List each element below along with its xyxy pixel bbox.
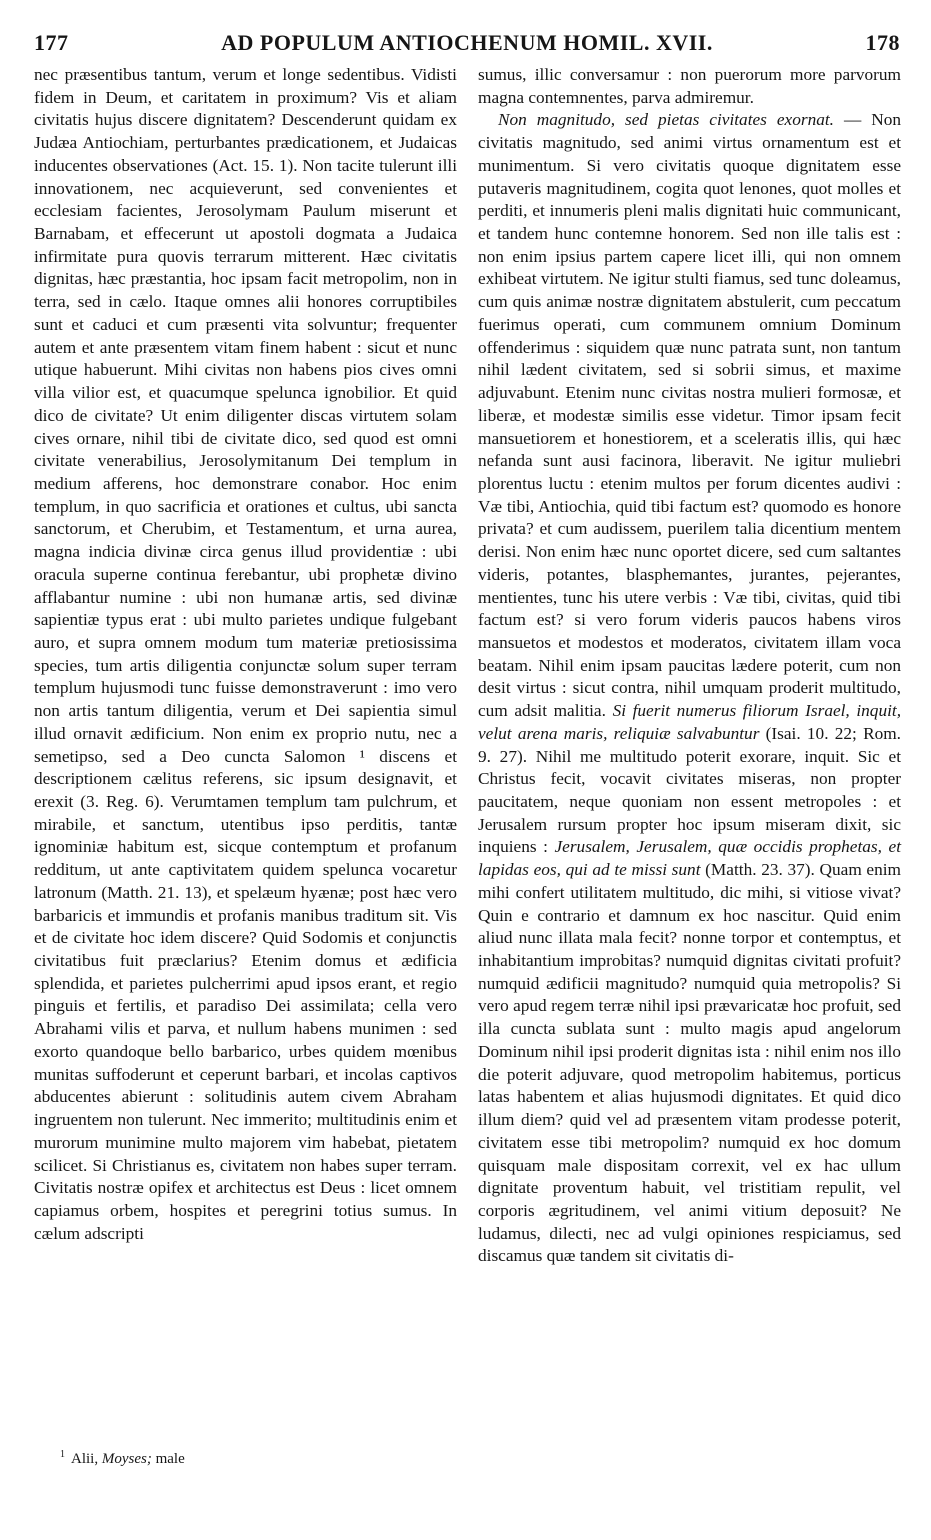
footnote-text-before: Alii, — [71, 1451, 102, 1467]
right-paragraph-1: sumus, illic conversamur : non puerorum more parvorum magna contemnentes, parva admiremur. — [478, 65, 901, 107]
page-header — [34, 30, 900, 58]
section-heading: Non magnitudo, sed pietas civitates exornat. — [498, 110, 834, 130]
running-title: AD POPULUM ANTIOCHENUM HOMIL. XVII. — [221, 30, 713, 55]
footnote-mark: 1 — [60, 1449, 65, 1460]
footnote — [60, 1446, 185, 1468]
right-paragraph-2-text: — Non civitatis magnitudo, sed animi virtus ornamentum est et munimentum. Si vero civitatis quoque dignitatem esse putaveris magnitudinem, cogita quot lenones, quot molles et perditi, et innumeris pleni malis dignitati huic communicant, et tandem hunc contemne honorem. Sed non ille talis est : non enim ipsius partem capere licet illi, qui non omnem exhibeat virtutem. Ne igitur stulti fiamus, sed tunc doleamus, cum quis animæ nostræ dignitatem abstulerit, cum peccatum fuerimus operati, cum communem omnium Dominum offenderimus : siquidem quæ nunc patrata sunt, non tantum nihil lædent civitatem, sed si sobrii simus, et maxime adjuvabunt. Etenim nunc civitas nostra mulieri formosæ, et liberæ, et modestæ similis esse videtur. Timor ipsam fecit mansuetiorem et honestiorem, et a sceleratis illis, qui hæc nefanda sunt ausi facinora, liberavit. Ne igitur muliebri plorentus luctu : etenim multos per forum dicentes audivi : Væ tibi, Antiochia, quid tibi factum est? quomodo es honore privata? et cum audissem, puerilem talia dicentium mentem derisi. Non enim hæc nunc oportet dicere, sed cum saltantes videris, potantes, blasphemantes, jurantes, pejerantes, mentientes, tunc his utere verbis : Væ tibi, civitas, quid tibi factum est? si vero forum videris paucos habens viros mansuetos et modestos et moderatos, civitatem illam voca beatam. Nihil enim ipsam paucitas lædere poterit, cum non desit virtus : sicut contra, nihil umquam proderit multitudo, cum adsit malitia. — [478, 110, 901, 721]
quote-matthew: Jerusalem, Jerusalem, quæ occidis prophetas, et lapidas eos, qui ad te missi sunt — [478, 837, 901, 880]
right-paragraph-3: (Matth. 23. 37). Quam enim mihi confert utilitatem multitudo, dic mihi, si vitiose vivat? Quin e contrario et damnum ex hoc nascitur. Quid enim aliud nunc illata mala fecit? nonne torpor et contemptus, et inhabitantium improbitas? numquid dignitas civitati profuit? numquid ædificii magnitudo? numquid quia metropolis? Si vero apud regem terræ nihil ipsi prævaricatæ hoc profuit, sed illa cuncta sublata sunt : multo magis apud angelorum Dominum nihil ipsi proderit dignitas ista : nihil enim nos illo die poterit adjuvare, quod metropolim habitemus, porticus latas habentem et alias hujusmodi dignitates. Et quid dico illum diem? quid vel ad præsentem vitam prodesse poterit, civitatem esse tibi metropolim? numquid ex hoc domum quisquam male dispositam correxit, vel ex hac ullum dignitate proventum habuit, vel tristitiam repulit, vel corporis ægritudinem, vel animi vitium deposuit? Ne ludamus, dilecti, nec ad vulgi opiniones respiciamus, sed discamus quæ tandem sit civitatis di- — [478, 860, 901, 1266]
left-column — [34, 64, 457, 1245]
footnote-italic: Moyses; — [101, 1451, 152, 1467]
quote-isaiah: Si fuerit numerus filiorum Israel, inquit, velut arena maris, reliquiæ salvabuntur — [478, 701, 902, 743]
left-paragraph: nec præsentibus tantum, verum et longe sedentibus. Vidisti fidem in Deum, et caritatem in proximum? Vis et aliam civitatis hujus discere dignitatem? Descenderunt quidam ex Judæa Antiochiam, perturbantes prædicationem, et Judaicas inducentes observationes (Act. 15. 1). Non tacite tulerunt illi innovationem, nec acquieverunt, sed convenientes et ecclesiam facientes, Jerosolymam Paulum miserunt et Barnabam, et effecerunt ut apostoli dogmata a Judaica infirmitate pura quovis terrarum mitterent. Hæc civitatis dignitas, hæc præstantia, hoc ipsam facit metropolim, non in terra, sed in cælo. Itaque omnes alii honores corruptibiles sunt et caduci et cum præsenti vita solvuntur; frequenter autem et ante præsentem vitam finem habent : sicut et nunc utique habuerunt. Mihi civitas non habens pios cives omni villa vilior est, et quacumque spelunca ignobilior. Et quid dico de civitate? Ut enim diligenter discas virtutem solam cives ornare, nihil tibi de civitate dico, sed quod est omni civitate venerabilius, Jerosolymitanum Dei templum in medium afferens, hoc demonstrare conabor. Hoc enim templum, in quo sacrificia et orationes et cultus, ubi sancta sanctorum, et Cherubim, et Testamentum, et urna aurea, magna indicia divinæ circa genus illud providentiæ : ubi oracula superne continua ferebantur, ubi prophetæ divino afflabantur numine : ubi non humanæ artis, sed divinæ sapientiæ typus erat : ubi multo parietes undique fulgebant auro, et supra omnem modum tum materiæ pretiosissima species, tum artis diligentia conjunctæ solum super terram templum hujusmodi tunc fuisse demonstraverunt : imo vero non artis tantum diligentia, verum et Dei sapientia simul illud ornavit ædificium. Non enim ex proprio nutu, nec a semetipso, sed a Deo cuncta Salomon ¹ discens et descriptionem cælitus referens, sic ipsum designavit, et erexit (3. Reg. 6). Verumtamen templum tam pulchrum, et mirabile, et sanctum, utentibus ipso perditis, tantæ ignominiæ habitum est, sicque contemptum et profanum redditum, ut ante captivitatem quidem spelunca vocaretur latronum (Matth. 21. 13), et spelæum hyænæ; post hæc vero barbaricis et immundis et profanis manibus traditum sit. Vis et de civitate hoc idem discere? Quid Sodomis et conjunctis civitatibus fuit præclarius? Etenim domus et ædificia splendida, et parietes pulcherrimi apud ipsos erant, et regio pinguis et fertilis, et paradiso Dei assimilata; cella vero Abrahami vilis et parva, et nullum habens munimen : sed exorto quandoque bello barbarico, urbes quidem mœnibus munitas suffoderunt et ceperunt barbari, et incolas captivos abducentes abierunt : solitudinis autem civem Abraham ingruentem non tulerunt. Nec immerito; multitudinis enim et murorum munimine multo majorem vim habebat, pietatem scilicet. Si Christianus es, civitatem non habes super terram. Civitatis nostræ opifex et architectus est Deus : licet omnem capiamus orbem, hospites et peregrini totius sumus. In cælum adscripti — [34, 65, 457, 1243]
reference-isaiah: (Isai. 10. 22; Rom. 9. 27). Nihil me multitudo poterit exorare, inquit. Sic et Christus fecit, vocavit civitates miseras, non propter paucitatem, neque quoniam non essent metropoles : et Jerusalem rursum propter hoc ipsum miseram dixit, sic inquiens : — [478, 723, 901, 857]
footnote-text-after: male — [151, 1451, 185, 1467]
right-paragraph-2 — [478, 109, 901, 1268]
page-number-right: 178 — [865, 30, 900, 55]
page-number-left: 177 — [34, 30, 69, 55]
right-column — [478, 64, 901, 1268]
